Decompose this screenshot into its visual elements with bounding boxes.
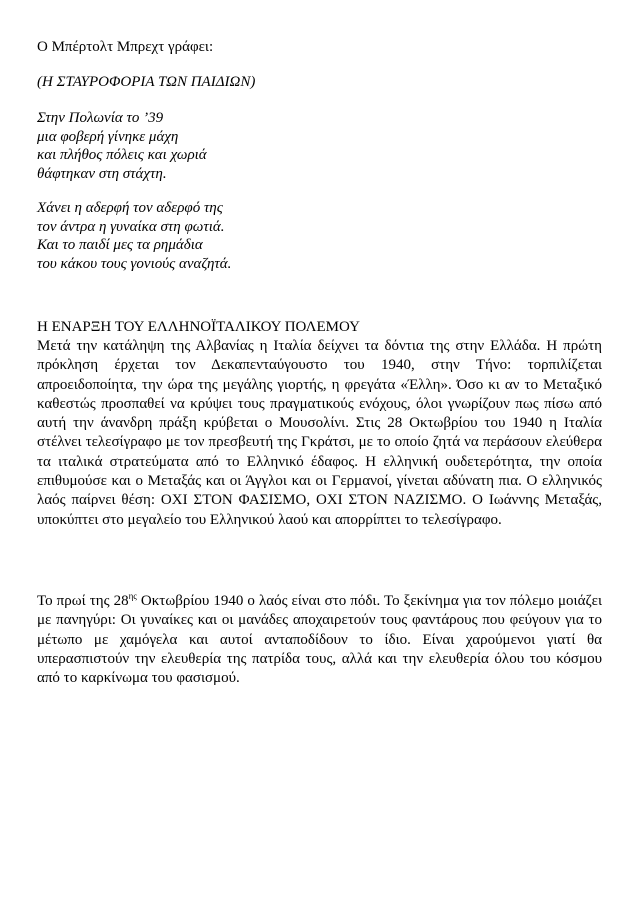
intro-line: Ο Μπέρτολτ Μπρεχτ γράφει: [37,39,214,55]
section-heading: Η ΕΝΑΡΞΗ ΤΟΥ ΕΛΛΗΝΟΪΤΑΛΙΚΟΥ ΠΟΛΕΜΟΥ [37,319,360,335]
poem-line: Και το παιδί μες τα ρημάδια [37,237,203,253]
paragraph-2-start: Το πρωί της 28 [37,593,129,609]
poem-line: Χάνει η αδερφή τον αδερφό της [37,200,223,216]
poem-line: μια φοβερή γίνηκε μάχη [37,129,179,145]
poem-line: και πλήθος πόλεις και χωριά [37,147,207,163]
poem-line: θάφτηκαν στη στάχτη. [37,166,167,182]
paragraph-1: Μετά την κατάληψη της Αλβανίας η Ιταλία δείχνει τα δόντια της στην Ελλάδα. Η πρώτη πρόκληση έρχεται τον Δεκαπενταύγουστο του 1940, στην Τήνο: τορπιλίζεται απροειδοποίητα, την ώρα της μεγάλης γιορτής, η φρεγάτα «Έλλη». Όσο κι αν το Μεταξικό καθεστώς προσπαθεί να κρύψει τους πραγματικούς ενόχους, όλοι γνωρίζουν πως πίσω από αυτή την άνανδρη πράξη κρύβεται ο Μουσολίνι. Στις 28 Οκτωβρίου του 1940 η Ιταλία στέλνει τελεσίγραφο με τον πρεσβευτή της Γκράτσι, με το οποίο ζητά να περάσουν ελεύθερα τα ιταλικά στρατεύματα από το Ελληνικό έδαφος. Η ελληνική ουδετερότητα, την οποία επιθυμούσε και ο Μεταξάς και οι Άγγλοι και οι Γερμανοί, γίνεται αδύνατη πια. Ο ελληνικός λαός παίρνει θέση: ΟΧΙ ΣΤΟΝ ΦΑΣΙΣΜΟ, ΟΧΙ ΣΤΟΝ ΝΑΖΙΣΜΟ. Ο Ιωάννης Μεταξάς, υποκύπτει στο μεγαλείο του Ελληνικού λαού και απορρίπτει το τελεσίγραφο. [37,338,602,528]
poem-line: του κάκου τους γονιούς αναζητά. [37,256,232,272]
poem-line: Στην Πολωνία το ’39 [37,110,164,126]
poem-title: (Η ΣΤΑΥΡΟΦΟΡΙΑ ΤΩΝ ΠΑΙΔΙΩΝ) [37,74,256,90]
paragraph-2-rest: Οκτωβρίου 1940 ο λαός είναι στο πόδι. Το ξεκίνημα για τον πόλεμο μοιάζει με πανηγύρι: Οι γυναίκες και οι μανάδες αποχαιρετούν τους φαντάρους που φεύγουν για το μέτωπο με χαμόγελα και αυτοί ανταποδίδουν το ίδιο. Είναι χαρούμενοι γιατί θα υπερασπιστούν την ελευθερία της πατρίδα τους, αλλά και την ελευθερία όλου του κόσμου από το καρκίνωμα του φασισμού. [37,593,602,687]
poem-line: τον άντρα η γυναίκα στη φωτιά. [37,219,225,235]
paragraph-2 [37,592,602,688]
ordinal-suffix: ης [128,591,137,601]
